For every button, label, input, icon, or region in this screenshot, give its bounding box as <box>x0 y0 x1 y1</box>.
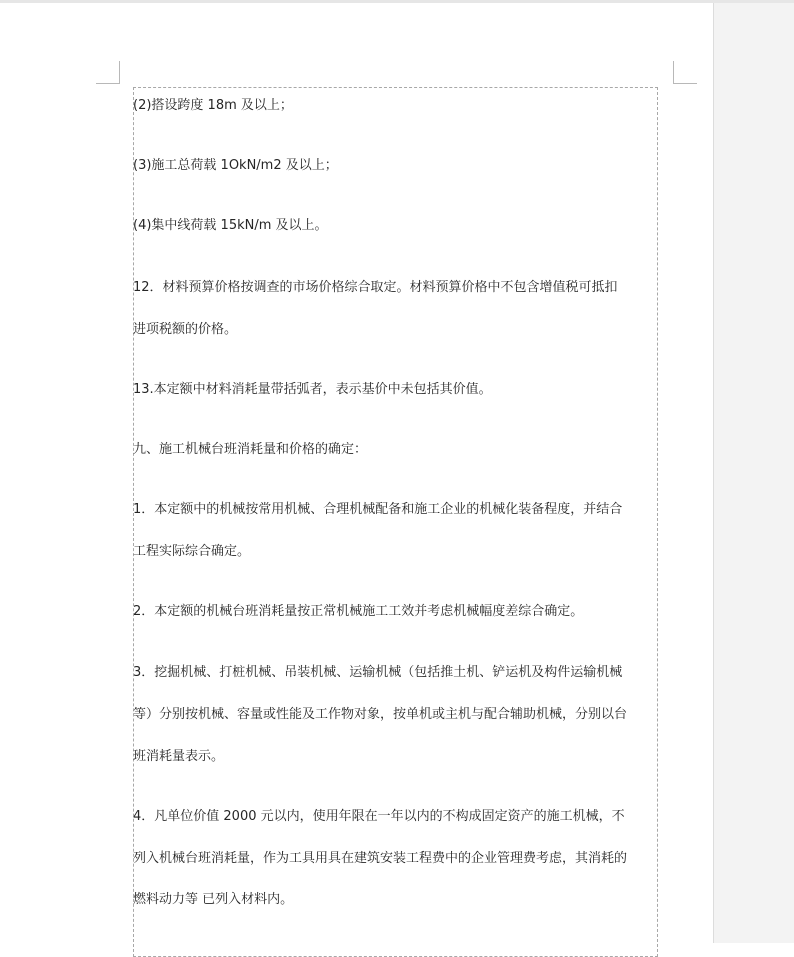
paragraph-machinery-4-line3[interactable]: 燃料动力等 已列入材料内。 <box>133 892 294 907</box>
document-page[interactable] <box>0 3 713 943</box>
right-side-panel <box>713 3 794 943</box>
crop-mark-top-right-vertical <box>673 61 674 84</box>
crop-mark-top-left-vertical <box>119 61 120 84</box>
paragraph-machinery-1-line1[interactable]: 1．本定额中的机械按常用机械、合理机械配备和施工企业的机械化装备程度，并结合 <box>133 502 623 517</box>
paragraph-machinery-3-line1[interactable]: 3．挖掘机械、打桩机械、吊装机械、运输机械（包括推土机、铲运机及构件运输机械 <box>133 665 623 680</box>
paragraph-material-bracket[interactable]: 13.本定额中材料消耗量带括弧者，表示基价中未包括其价值。 <box>133 382 492 397</box>
heading-machinery-section[interactable]: 九、施工机械台班消耗量和价格的确定： <box>133 442 368 457</box>
paragraph-machinery-1-line2[interactable]: 工程实际综合确定。 <box>133 544 251 559</box>
paragraph-machinery-4-line2[interactable]: 列入机械台班消耗量，作为工具用具在建筑安装工程费中的企业管理费考虑，其消耗的 <box>133 851 628 866</box>
paragraph-material-price-line1[interactable]: 12．材料预算价格按调查的市场价格综合取定。材料预算价格中不包含增值税可抵扣 <box>133 280 618 295</box>
crop-mark-top-left-horizontal <box>96 83 120 84</box>
paragraph-line-load[interactable]: (4)集中线荷载 15kN/m 及以上。 <box>133 218 328 233</box>
paragraph-machinery-2[interactable]: 2．本定额的机械台班消耗量按正常机械施工工效并考虑机械幅度差综合确定。 <box>133 604 584 619</box>
paragraph-material-price-line2[interactable]: 进项税额的价格。 <box>133 322 238 337</box>
paragraph-machinery-4-line1[interactable]: 4．凡单位价值 2000 元以内，使用年限在一年以内的不构成固定资产的施工机械，不 <box>133 809 625 824</box>
paragraph-machinery-3-line2[interactable]: 等）分别按机械、容量或性能及工作物对象，按单机或主机与配合辅助机械，分别以台 <box>133 707 628 722</box>
paragraph-total-load[interactable]: (3)施工总荷载 1OkN/m2 及以上； <box>133 158 338 173</box>
crop-mark-top-right-horizontal <box>673 83 697 84</box>
paragraph-span-length[interactable]: (2)搭设跨度 18m 及以上； <box>133 98 293 113</box>
paragraph-machinery-3-line3[interactable]: 班消耗量表示。 <box>133 749 225 764</box>
